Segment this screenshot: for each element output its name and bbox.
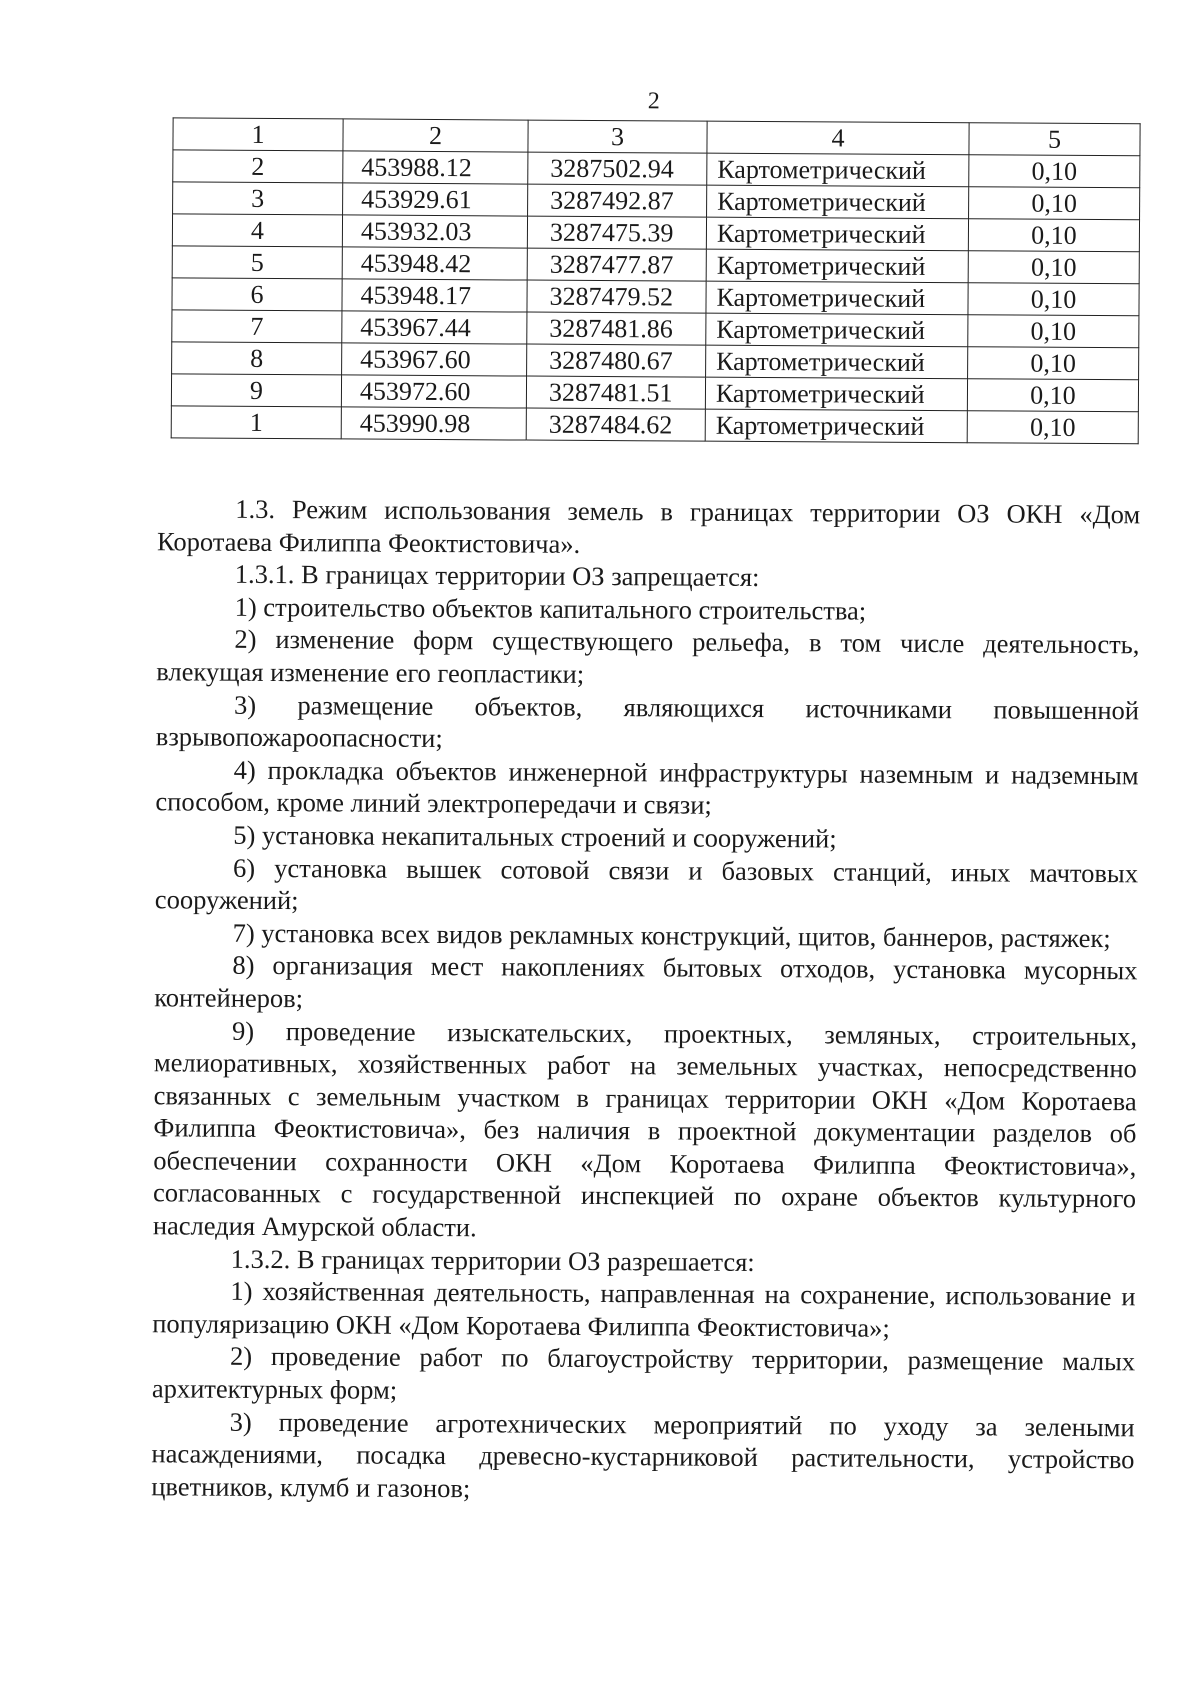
table-header-cell: 2 <box>343 119 528 152</box>
point-number-cell: 3 <box>173 182 343 215</box>
y-coordinate-cell: 3287502.94 <box>528 152 707 185</box>
coordinates-table <box>171 117 1141 444</box>
subsection-heading-1-3-1: 1.3.1. В границах территории ОЗ запрещается: <box>234 558 760 593</box>
prohibited-item-3: 3) размещение объектов, являющихся источниками повышенной взрывопожароопасности; <box>155 689 1140 754</box>
prohibited-item-9: 9) проведение изыскательских, проектных, земляных, строительных, мелиоративных, хозяйственных работ на земельных участках, непосредственно связанных с земельным участком в границах территории ОКН «Дом Коротаева Филиппа Феоктистовича», без наличия в проектной документации разделов об обеспечении сохранности ОКН «Дом Коротаева Филиппа Феоктистовича», согласованных с государственной инспекцией по охране объектов культурного наследия Амурской области. <box>152 1015 1138 1243</box>
accuracy-cell: 0,10 <box>968 315 1139 348</box>
permitted-item-1: 1) хозяйственная деятельность, направленная на сохранение, использование и популяризацию ОКН «Дом Коротаева Филиппа Феоктистовича»; <box>152 1276 1136 1343</box>
body-text <box>151 492 1140 1508</box>
method-cell: Картометрический <box>705 377 967 411</box>
method-cell: Картометрический <box>706 249 968 283</box>
x-coordinate-cell: 453972.60 <box>341 375 526 408</box>
prohibited-item-4: 4) прокладка объектов инженерной инфраструктуры наземным и надземным способом, кроме линий электропередачи и связи; <box>155 754 1139 821</box>
page-number: 2 <box>647 88 660 115</box>
accuracy-cell: 0,10 <box>968 347 1139 380</box>
y-coordinate-cell: 3287477.87 <box>527 248 706 281</box>
accuracy-cell: 0,10 <box>968 251 1139 284</box>
point-number-cell: 1 <box>171 406 341 439</box>
y-coordinate-cell: 3287481.51 <box>526 376 705 409</box>
x-coordinate-cell: 453990.98 <box>341 407 526 440</box>
y-coordinate-cell: 3287484.62 <box>526 408 705 441</box>
accuracy-cell: 0,10 <box>968 219 1139 252</box>
method-cell: Картометрический <box>706 345 968 379</box>
method-cell: Картометрический <box>706 217 968 251</box>
method-cell: Картометрический <box>705 409 967 443</box>
accuracy-cell: 0,10 <box>968 283 1139 316</box>
point-number-cell: 4 <box>172 214 342 247</box>
accuracy-cell: 0,10 <box>967 411 1138 444</box>
method-cell: Картометрический <box>706 281 968 315</box>
table-header-cell: 5 <box>969 123 1140 156</box>
accuracy-cell: 0,10 <box>967 379 1138 412</box>
point-number-cell: 8 <box>172 342 342 375</box>
accuracy-cell: 0,10 <box>969 187 1140 220</box>
x-coordinate-cell: 453932.03 <box>342 215 527 248</box>
prohibited-item-2: 2) изменение форм существующего рельефа, в том числе деятельность, влекущая изменение его геопластики; <box>156 624 1140 689</box>
table-header-cell: 4 <box>707 121 969 155</box>
point-number-cell: 5 <box>172 246 342 279</box>
y-coordinate-cell: 3287479.52 <box>527 280 706 313</box>
table-header-cell: 3 <box>528 120 707 153</box>
prohibited-item-5: 5) установка некапитальных строений и сооружений; <box>233 819 837 854</box>
prohibited-item-6: 6) установка вышек сотовой связи и базовых станций, иных мачтовых сооружений; <box>154 852 1139 916</box>
prohibited-item-8: 8) организация мест накоплениях бытовых отходов, установка мусорных контейнеров; <box>154 950 1138 1014</box>
subsection-heading-1-3-2: 1.3.2. В границах территории ОЗ разрешается: <box>230 1243 755 1277</box>
prohibited-item-1: 1) строительство объектов капитального строительства; <box>234 591 867 626</box>
x-coordinate-cell: 453988.12 <box>343 151 528 184</box>
point-number-cell: 2 <box>173 150 343 183</box>
method-cell: Картометрический <box>706 313 968 347</box>
x-coordinate-cell: 453948.17 <box>342 279 527 312</box>
method-cell: Картометрический <box>707 153 969 187</box>
table-row <box>171 406 1138 444</box>
y-coordinate-cell: 3287481.86 <box>527 312 706 345</box>
point-number-cell: 9 <box>171 374 341 407</box>
x-coordinate-cell: 453929.61 <box>343 183 528 216</box>
accuracy-cell: 0,10 <box>969 155 1140 188</box>
y-coordinate-cell: 3287492.87 <box>528 184 707 217</box>
point-number-cell: 7 <box>172 310 342 343</box>
y-coordinate-cell: 3287480.67 <box>527 344 706 377</box>
x-coordinate-cell: 453967.44 <box>342 311 527 344</box>
method-cell: Картометрический <box>707 185 969 219</box>
prohibited-item-7: 7) установка всех видов рекламных конструкций, щитов, баннеров, растяжек; <box>232 917 1111 953</box>
point-number-cell: 6 <box>172 278 342 311</box>
x-coordinate-cell: 453948.42 <box>342 247 527 280</box>
section-heading-1-3: 1.3. Режим использования земель в границах территории ОЗ ОКН «Дом Коротаева Филиппа Феоктистовича». <box>156 493 1141 559</box>
permitted-item-3: 3) проведение агротехнических мероприятий по уходу за зелеными насаждениями, посадка древесно-кустарниковой растительности, устройство цветников, клумб и газонов; <box>151 1406 1135 1504</box>
table-header-cell: 1 <box>173 118 343 151</box>
y-coordinate-cell: 3287475.39 <box>527 216 706 249</box>
permitted-item-2: 2) проведение работ по благоустройству территории, размещение малых архитектурных форм; <box>151 1341 1136 1405</box>
x-coordinate-cell: 453967.60 <box>342 343 527 376</box>
